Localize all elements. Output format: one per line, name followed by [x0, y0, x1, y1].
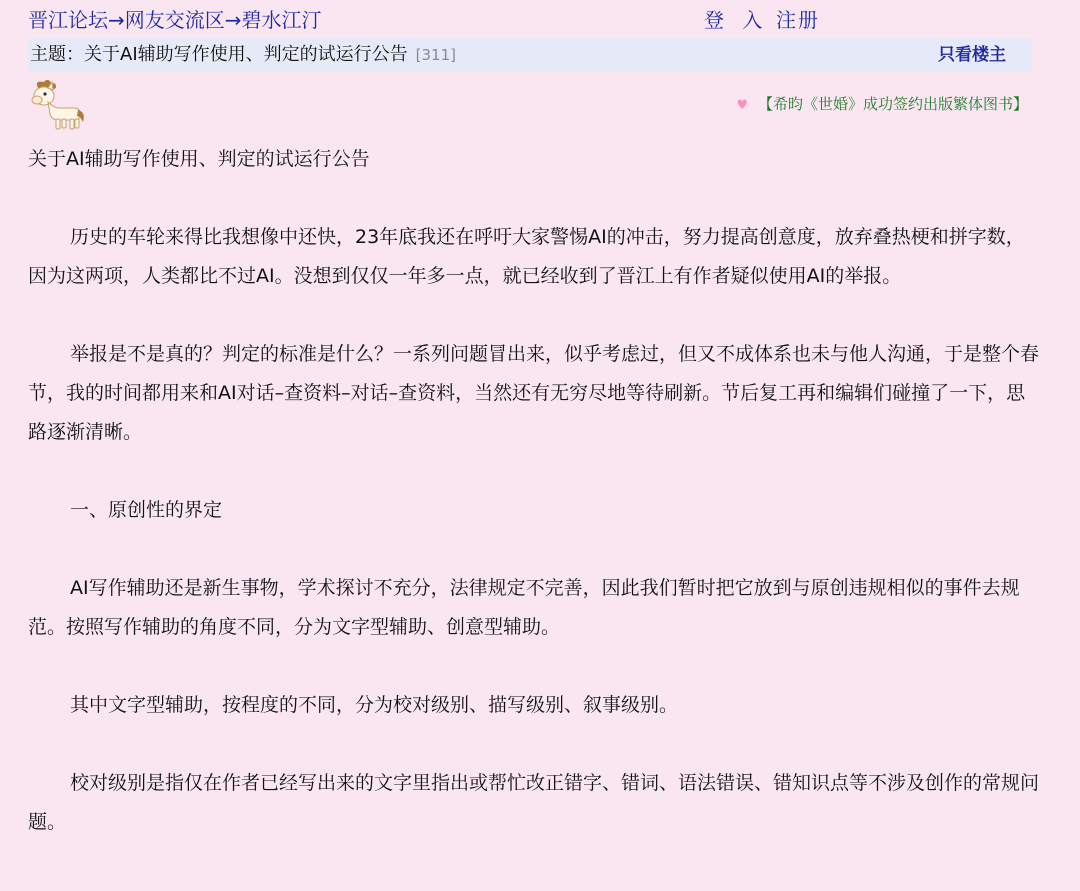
post-paragraph: 举报是不是真的？判定的标准是什么？一系列问题冒出来，似乎考虑过，但又不成体系也未与他人沟通，于是整个春节，我的时间都用来和AI对话–查资料–对话–查资料，当然还有无穷尽地等待刷新。节后复工再和编辑们碰撞了一下，思路逐渐清晰。: [28, 343, 1040, 443]
breadcrumb-link-forum[interactable]: 晋江论坛: [28, 8, 108, 32]
promo-text[interactable]: 【希昀《世婚》成功签约出版繁体图书】: [757, 95, 1028, 113]
pony-avatar-icon: [28, 78, 86, 130]
topic-bar: [28, 38, 1032, 72]
breadcrumb: [28, 6, 322, 34]
register-link[interactable]: 注册: [776, 8, 820, 32]
only-op-button[interactable]: 只看楼主: [938, 45, 1006, 65]
post-title: 关于AI辅助写作使用、判定的试运行公告: [28, 148, 370, 170]
post-paragraph: 其中文字型辅助，按程度的不同，分为校对级别、描写级别、叙事级别。: [70, 694, 679, 716]
post-content: [28, 140, 1040, 842]
top-bar: [0, 0, 1080, 40]
breadcrumb-arrow: →: [108, 8, 125, 32]
breadcrumb-arrow: →: [224, 8, 242, 32]
post-paragraph: AI写作辅助还是新生事物，学术探讨不充分，法律规定不完善，因此我们暂时把它放到与原创违规相似的事件去规范。按照写作辅助的角度不同，分为文字型辅助、创意型辅助。: [28, 577, 1020, 638]
breadcrumb-link-board[interactable]: 碧水江汀: [241, 8, 322, 32]
breadcrumb-link-section[interactable]: 网友交流区: [124, 8, 225, 32]
heart-icon: ♥: [736, 98, 748, 113]
topic-title-text: 主题：关于AI辅助写作使用、判定的试运行公告: [30, 44, 408, 65]
section-heading: 一、原创性的界定: [70, 499, 223, 521]
pony-avatar-svg: [28, 78, 86, 130]
post-paragraph: 校对级别是指仅在作者已经写出来的文字里指出或帮忙改正错字、错词、语法错误、错知识点等不涉及创作的常规问题。: [28, 772, 1040, 833]
promo-announcement[interactable]: [736, 92, 1028, 118]
topic-title: [30, 41, 456, 69]
post-paragraph: 历史的车轮来得比我想像中还快，23年底我还在呼吁大家警惕AI的冲击，努力提高创意度，放弃叠热梗和拼字数，因为这两项，人类都比不过AI。没想到仅仅一年多一点，就已经收到了晋江上有作者疑似使用AI的举报。: [28, 226, 1025, 287]
login-link[interactable]: 登 入: [704, 8, 769, 32]
reply-count: [311]: [415, 46, 456, 64]
